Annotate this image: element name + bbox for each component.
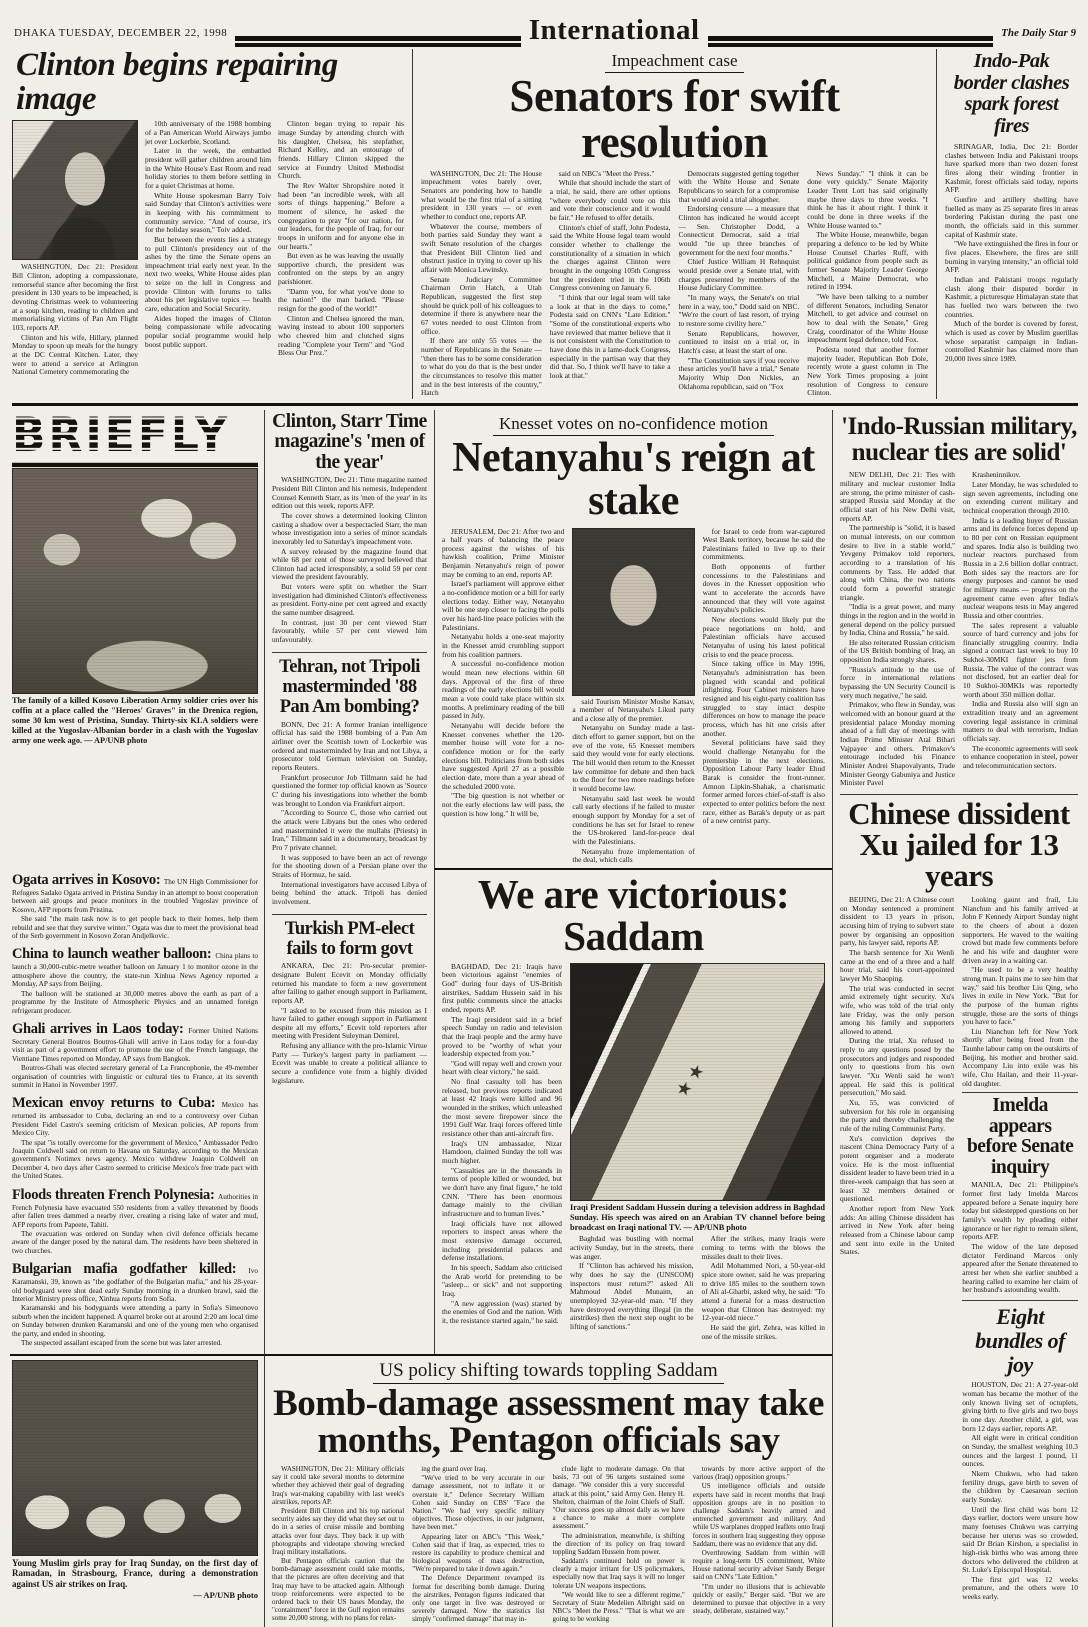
article-body bbox=[421, 170, 928, 399]
paragraph: The White House, meanwhile, began preparing a defence to be led by White House Counsel Charles Ruff, with political guidance from people such as former Senate Majority Leader George Mitchell, a Maine Democrat, who retired in 1994. bbox=[807, 230, 928, 292]
clinton-photo bbox=[12, 120, 138, 260]
paragraph: Indian and Pakistani troops regularly clash along their disputed border in Kashmir, a picturesque Himalayan state that has fuelled two wars between the two countries. bbox=[945, 274, 1078, 319]
paragraph: NEW DELHI, Dec 21: Ties with military and nuclear customer India are strong, the prime minister of cash-strapped Russia said Monday at the official start of his New Delhi visit, reports AP. bbox=[840, 470, 955, 523]
kicker bbox=[421, 51, 928, 73]
paragraph: Adil Mohammed Nori, a 50-year-old spice store owner, said he was preparing to drive 185 miles to the southern town of Ali al-Gharbi, asked why, he said: "To attend a funeral for a mass destruction weapon that Clinton has destroyed: my 12-year-old niece." bbox=[701, 1261, 825, 1323]
paragraph: All eight were in critical condition on Sunday, the smallest weighing 10.3 ounces and the largest 1 pound, 11 ounces. bbox=[962, 1433, 1078, 1469]
paragraph: WASHINGTON, Dec 21: Military officials say it could take several months to determine whether they achieved their goal of degrading Iraq's war-making capability with last week's airstrikes, reports AP. bbox=[272, 1465, 405, 1506]
text-column bbox=[550, 170, 671, 399]
article-body bbox=[442, 528, 825, 866]
article-netanyahu-reign bbox=[434, 410, 832, 868]
dateline: DHAKA TUESDAY, DECEMBER 22, 1998 bbox=[14, 27, 228, 39]
brief-title: Floods threaten French Polynesia: bbox=[12, 1186, 219, 1203]
headline: Chinese dissident Xu jailed for 13 years bbox=[848, 795, 1070, 893]
paragraph: Clinton's chief of staff, John Podesta, said the White House legal team would consider whether to challenge the constitutionality of a situation in which the charges against Clinton were brought in the outgoing 105th Congress but the president tried in the 106th Congress convening on January 6. bbox=[549, 222, 671, 293]
paragraph: "Damn you, for what you've done to the nation!" the man barked. "Please resign for the good of the world!" bbox=[278, 286, 404, 314]
headline: Netanyahu's reign at stake bbox=[452, 434, 815, 524]
brief-lead: China to launch weather balloon: China plans to launch a 30,000-cubic-metre weather balloon on January 1 to monitor ozone in the atmosphere above the country, the state-run Xinhua News Agency reported a Monday, AP says from Beijing. bbox=[12, 946, 258, 989]
paragraph: In his speech, Saddam also criticised the Arab world for pretending to be "asleep... or sick" and not supporting Iraq. bbox=[442, 1262, 562, 1298]
paragraph: Endorsing censure — a measure that Clinton has indicated he would accept — Sen. Christopher Dodd, a Connecticut Democrat, said a trial would "tie up three branches of government for the next four months." bbox=[678, 204, 800, 257]
paragraph: Clinton began trying to repair his image Sunday by attending church with his daughter, Chelsea, his stepfather, Richard Kelley, and an entourage of friends. Hillary Clinton skipped the service at Foundry United Methodist Church. bbox=[278, 119, 404, 181]
photo-caption bbox=[12, 696, 258, 746]
text-column bbox=[679, 170, 800, 399]
paragraph: The trial was conducted in secret amid extremely tight security. Xu's wife, who was told of the trial only late Friday, was the only person among his family and supporters allowed to attend. bbox=[840, 983, 955, 1036]
paper-page-number: The Daily Star 9 bbox=[1001, 27, 1076, 39]
paragraph: "We have been talking to a number of different Senators, including Senator Mitchell, to get advice and counsel on how to deal with the Senate," Greg Craig, coordinator of the White House impeachment legal defence, told Fox. bbox=[807, 291, 928, 345]
paragraph: The spat "is totally overcome for the government of Mexico," Ambassador Pedro Joaquin Coldwell said on return to Havana on Saturday, according to the Mexican government's Notimex news agency. Mexico withdrew Joaquin Coldwell on December 4, two days after Castro seemed to criticise Mexico's free trade pact with the United States. bbox=[12, 1138, 258, 1181]
paragraph: The evacuation was ordered on Sunday when civil defence officials became aware of the danger posed by the natural dam. The residents have been sheltered in two churches. bbox=[12, 1229, 258, 1255]
brief-title: Ghali arrives in Laos today: bbox=[12, 1020, 189, 1037]
paragraph: White House spokesman Barry Toiv said Sunday that Clinton's activities were in keeping with his commitment to community service. "And of course, it's for the holiday season," Toiv added. bbox=[145, 190, 271, 235]
headline: Imelda appears before Senate inquiry bbox=[966, 1095, 1074, 1178]
photo-column bbox=[570, 963, 825, 1342]
paragraph: "God will repay well and crown your heart with clear victory," he said. bbox=[442, 1058, 562, 1077]
photo-caption bbox=[570, 1203, 825, 1233]
paragraph: She said "the main task now is to get people back to their homes, help them rebuild and see that they survive winter." Ogata was due to meet the provisional head of the Serb government in Kosovo Zoran Andjelkovic. bbox=[12, 915, 258, 941]
headline: Clinton begins repairing image bbox=[16, 47, 338, 117]
brief-item bbox=[12, 872, 258, 940]
paragraph: Chief Justice William H Rehnquist would preside over a Senate trial, with charges presented by members of the House Judiciary Committee. bbox=[678, 257, 800, 293]
text-column bbox=[962, 896, 1078, 1603]
paragraph: The first girl was 12 weeks premature, and the others were 10 weeks early. bbox=[962, 1574, 1078, 1602]
paragraph: Clinton and his wife, Hillary, planned Monday to spoon up meals for the hungry at the DC Central Kitchen. Later, they were to attend a service at Arlington National Cemetery commemorating the bbox=[12, 332, 138, 377]
news-briefs bbox=[10, 868, 264, 1354]
paragraph: It was supposed to have been an act of revenge for the shooting down of a Persian plane over the Straits of Hormuz, he said. bbox=[272, 852, 427, 879]
brief-lead: Floods threaten French Polynesia: Authorities in French Polynesia have evacuated 550 residents from a valley threatened by floods after fallen trees dammed a nearby river, creating a rising lake of water and mud, AFP reports from Papeete, Tahiti. bbox=[12, 1186, 258, 1229]
article-imelda-inquiry bbox=[962, 1092, 1078, 1294]
article-body bbox=[272, 476, 427, 644]
article-bomb-damage-assessment bbox=[264, 1354, 832, 1627]
article-panam-bombing bbox=[272, 652, 427, 914]
kicker bbox=[442, 414, 825, 436]
brief-lead: Bulgarian mafia godfather killed: Ivo Karamanski, 39, known as "the godfather of the Bulgarian mafia," and his 28-year-old bodyguard were shot dead early Sunday morning in a drunken brawl, said the Interior Ministry press office, Xinhua reports from Sofia. bbox=[12, 1261, 258, 1304]
paragraph: No final casualty toll has been released, but previous reports indicated at least 42 Iraqis were killed and 96 wounded in the strikes, which unleashed the most severe firepower since the 1991 Gulf War. Iraqi forces offered little resistance other than anti-aircraft fire. bbox=[442, 1077, 562, 1139]
paragraph: JERUSALEM, Dec 21: After two and a half years of balancing the peace process against the wishes of his hawkish coalition, Prime Minister Benjamin Netanyahu's reign of power may be coming to an end, reports AP. bbox=[442, 526, 565, 579]
paragraph: India and Russia also will sign an extradition treaty and an agreement covering legal assistance in criminal matters to deal with terrorism, Indian officials say. bbox=[963, 699, 1078, 744]
article-body bbox=[12, 120, 404, 378]
text-column bbox=[272, 1465, 404, 1625]
paragraph: Appearing later on ABC's "This Week," Cohen said that if Iraq, as expected, tries to restore its capability to produce chemical and biological weapons of mass destruction, "We're prepared to take it down again." bbox=[412, 1532, 545, 1574]
paragraph: SRINAGAR, India, Dec 21: Border clashes between India and Pakistani troops have sparked more than two dozen forest fires along their winding frontier in Kashmir, forest officials said today, reports AFP. bbox=[945, 142, 1078, 195]
text-column bbox=[145, 120, 271, 378]
paragraph: Several politicians have said they would challenge Netanyahu for the premiership in the next elections. Opposition Labour Party leader Ehud Barak is consider the front-runner. Amnon Lipkin-Shahak, a charismatic former armed forces chief-of-staff is also expected to enter politics before the next race, either as Barak's deputy or as part of a new centrist party. bbox=[702, 738, 825, 826]
paragraph: Another report from New York adds: An ailing Chinese dissident has arrived in New York after being released from a Chinese labour camp and sent into exile in the United States. bbox=[840, 1203, 955, 1257]
paragraph: Clinton and Chelsea ignored the man, waving instead to about 100 supporters who cheered him and clutched signs reading "Complete your Term" and "God Bless Our Prez." bbox=[278, 313, 404, 358]
photo-caption: Young Muslim girls pray for Iraq Sunday, on the first day of Ramadan, in Strasbourg, France, during a demonstration against US air strikes on Iraq. bbox=[12, 1557, 258, 1590]
paragraph: He also reiterated Russian criticism of the US British bombing of Iraq, an opposition India strongly shares. bbox=[840, 637, 955, 665]
paragraph: The partnership is "solid, it is based on mutual interests, on our common desire to live in a stable world," Yevgeny Primakov told reporters, according to a translation of his comments by Tass. He added that along with China, the two nations could form a powerful strategic triangle. bbox=[840, 523, 955, 602]
text-column bbox=[572, 528, 694, 866]
masthead-rule-right bbox=[708, 36, 994, 47]
paragraph: But voters were split on whether the Starr investigation had diminished Clinton's effectiveness as president. Forty-nine per cent agreed and exactly the same number disagreed. bbox=[272, 582, 427, 618]
paragraph: said Tourism Minister Moshe Katsav, a member of Netanyahu's Likud party and a close ally of the premier. bbox=[572, 696, 695, 723]
paragraph: During the trial, Xu refused to reply to any questions posed by the prosecutors and judges and responded only to questions from his own lawyer. "Xu Wenli said he won't appeal. He said this is political persecution," Mo said. bbox=[840, 1036, 955, 1098]
section-title: International bbox=[528, 14, 700, 46]
text-column bbox=[12, 120, 138, 378]
kicker-text: US policy shifting towards toppling Saddam bbox=[373, 1360, 723, 1384]
paragraph: Israel's parliament will approve either a no-confidence motion or a bill for early elections today. Either way, Netanyahu will be one step closer to facing the polls over his hard-line peace policies with the Palestinians. bbox=[442, 579, 565, 632]
article-clinton-begins-repairing-image bbox=[10, 49, 412, 399]
paragraph: WASHINGTON, Dec 21: President Bill Clinton, adopting a compassionate, remorseful stance after becoming the first president in 130 years to be impeached, is devoting Christmas week to volunteering at a soup kitchen, reading to children and memorialising victims of Pan Am Flight 103, reports AP. bbox=[12, 262, 138, 332]
brief-title: Mexican envoy returns to Cuba: bbox=[12, 1095, 222, 1112]
briefly-section bbox=[10, 407, 264, 868]
column-text bbox=[962, 896, 1078, 1088]
paragraph: Xu's conviction deprives the nascent China Democracy Party of a potent organiser and a moderate voice. He is the most influential dissident leader to have been tried in a three-week campaign that has seen at least 32 members detained or questioned. bbox=[840, 1133, 955, 1204]
paragraph: Senate Republicans, however, continued to insist on a trial or, in Hatch's case, at least the start of one. bbox=[678, 328, 800, 355]
brief-title: Ogata arrives in Kosovo: bbox=[12, 871, 164, 888]
paragraph: Refusing any alliance with the pro-Islamic Virtue Party — Turkey's largest party in parliament — Ecevit was unable to create a political alliance to secure a confidence vote from a highly divided legislature. bbox=[272, 1041, 427, 1085]
brief-lead: Ogata arrives in Kosovo: The UN High Commissioner for Refugees Sadako Ogata arrived in Pristina Sunday in an attempt to boost cooperation between aid groups and peace monitors in the troubled Yugoslav province of Kosovo, AFP reports from Pristina. bbox=[12, 871, 258, 914]
paragraph: News Sunday." "I think it can be done very quickly." Senate Majority Leader Trent Lott has said originally maybe three days to three weeks. "I think he has it about right. I think it could be done in three weeks if the White House wanted to." bbox=[807, 168, 928, 230]
paragraph: "India is a great power, and many things in the region and in the world in general depend on the policy pursued by India, China and Russia," he said. bbox=[840, 602, 955, 638]
brief-title: Bulgarian mafia godfather killed: bbox=[12, 1261, 249, 1278]
paragraph: If "Clinton has achieved his mission, why does he say the (UNSCOM) inspectors must return?" asked Ali Mahmoud Abdel Munaim, an unemployed 32-year-old man. "If they have destroyed everything illegal (in the airstrikes) then the next step ought to be lifting of sanctions." bbox=[570, 1261, 694, 1332]
netanyahu-photo bbox=[572, 528, 694, 696]
paragraph: President Bill Clinton and his top national security aides say they did what they set out to do in a series of cruise missile and bombing attacks over four days. They back it up with photographs and videotape showing wrecked Iraqi military installations. bbox=[272, 1506, 405, 1556]
paragraph: The harsh sentence for Xu Wenli came at the end of a three and a half hour trial, said his court-appointed lawyer Mo Shaoping. bbox=[840, 947, 955, 983]
paragraph: Iraq's UN ambassador, Nizar Hamdoon, claimed Sunday the toll was much higher. bbox=[442, 1138, 562, 1166]
headline: Senators for swift resolution bbox=[509, 71, 840, 167]
paragraph: The administration, meanwhile, is shifting the direction of its policy on Iraq toward toppling Saddam Hussein from power. bbox=[552, 1531, 685, 1556]
brief-item bbox=[12, 1261, 258, 1347]
article-body bbox=[840, 896, 1078, 1603]
ramadan-prayer-photo bbox=[12, 1360, 258, 1556]
paragraph: Netanyahu will decide before the Knesset convenes whether the 120-member house will vote for a no-confidence motion or for the early elections bill. Politicians from both sides have suggested April 27 as a possible election date, more than a year ahead of the scheduled 2000 vote. bbox=[442, 720, 565, 791]
paragraph: Karamanski and his bodyguards were attending a party in Sofia's Simeonovo suburb when the incident happened. A quarrel broke out at around 2:20 am local time on Sunday between drunken Karamanski and one of the young men who organised the party, and ended in shooting. bbox=[12, 1304, 258, 1338]
paragraph: The balloon will be stationed at 30,000 metres above the earth as part of a programme by the Institute of Atmospheric Physics and an unnamed foreign refrigerant producer. bbox=[12, 989, 258, 1015]
kosovo-funeral-photo bbox=[12, 468, 258, 694]
headline: Eight bundles of joy bbox=[975, 1303, 1065, 1378]
paragraph: Netanyahu said last week he would call early elections if he failed to muster enough support by Monday for a set of conditions he has set for Israel to renew the US-brokered land-for-peace deal with the Palestinians. bbox=[572, 793, 695, 846]
text-column bbox=[840, 471, 955, 789]
text-column bbox=[963, 471, 1078, 789]
saddam-tv-photo bbox=[570, 963, 825, 1201]
brief-item bbox=[12, 1187, 258, 1255]
photo-credit: — AP/UNB photo bbox=[193, 1589, 258, 1600]
paragraph: Later Monday, he was scheduled to sign seven agreements, including one on extending current military and technical cooperation through 2010. bbox=[963, 480, 1078, 515]
text-column bbox=[840, 896, 954, 1603]
kicker-text: Knesset votes on no-confidence motion bbox=[493, 414, 774, 436]
paragraph: "I asked to be excused from this mission as I have failed to gather enough support in Parliament despite all my efforts," Ecevit told reporters after meeting with President Suleyman Demirel. bbox=[272, 1005, 427, 1041]
article-body bbox=[962, 1181, 1078, 1295]
paragraph: Netanyahu on Sunday made a last-ditch effort to garner support, but on the eve of the vote, 65 Knesset members said they would vote for early elections. The bill would then return to the Knesset law committee for debate and then back to the floor for two more readings before it would become law. bbox=[572, 723, 695, 794]
article-body bbox=[272, 962, 427, 1085]
paragraph: Primakov, who flew in Sunday, was welcomed with an honour guard at the presidential palace Monday morning ahead of a full day of meetings with Indian Prime Minister Atal Bihari Vajpayee and others. Primakov's entourage included his Finance Minister Andrei Shapovalyants, Trade Minister Georgy Gabuniya and Justice Minister Pavel bbox=[840, 700, 955, 788]
paragraph: He said the girl, Zehra, was killed in one of the missile strikes. bbox=[701, 1323, 825, 1341]
paragraph: Until the first child was born 12 days earlier, doctors were unsure how many foetuses Chukwu was carrying because her uterus was so crowded, said Dr Brian Kirshon, a specialist in high-risk births who was among three doctors who delivered the children at St. Luke's Episcopal Hospital. bbox=[962, 1504, 1078, 1575]
paragraph: Baghdad was bustling with normal activity Sunday, but in the streets, there was anger. bbox=[570, 1234, 694, 1261]
paragraph: Liu Nianchun left for New York shortly after being freed from the Taunhe labour camp on the outskirts of Beijing, his mother and brother said. Accompany Liu into exile was his wife, Chu Hailan, and their 11-year-old daughter. bbox=[962, 1026, 1078, 1088]
headline: Clinton, Starr Time magazine's 'men of the year' bbox=[272, 410, 427, 473]
paragraph: But even as he was leaving the usually supportive church, the president was confronted on the steps by an angry parishioner. bbox=[278, 251, 404, 287]
paragraph: Democrats suggested getting together with the White House and Senate Republicans to search for a compromise that would avoid a trial altogether. bbox=[678, 168, 800, 204]
column-text bbox=[12, 263, 138, 377]
paragraph: for Israel to cede from war-captured West Bank territory, because he said the Palestinians failed to live up to their commitments. bbox=[702, 526, 825, 562]
column-text bbox=[572, 698, 694, 865]
headline: Turkish PM-elect fails to form govt bbox=[284, 918, 415, 959]
paragraph: Frankfurt prosecutor Job Tillmann said he had questioned the former top official known as 'Source C' during his investigations into whether the bomb was brought to London via Frankfurt airport. bbox=[272, 772, 427, 808]
paragraph: clude light to moderate damage. On that basis, 73 out of 96 targets sustained some damage. "We consider this a very successful attack at this point," said Army Gen. Henry H. Shelton, chairman of the Joint Chiefs of Staff. "Our success goes up almost daily as we have a chance to make a more complete assessment." bbox=[552, 1465, 685, 1531]
paragraph: The Defence Department revamped its format for describing bomb damage. During the airstrikes, Pentagon figures indicated that only one target in five was destroyed or severely damaged. Now the statistics list simply "confirmed damage" that may in- bbox=[412, 1574, 545, 1624]
article-body bbox=[272, 1465, 825, 1625]
paragraph: Xu, 55, was convicted of subversion for his role in organising the party and thereby challenging the rule of the ruling Communist Party. bbox=[840, 1098, 955, 1134]
paragraph: But Pentagon officials caution that the bomb-damage assessment could take months, that the pictures are often deceiving and that Iraq may have to be attacked again. Although troop reinforcements were expected to be ordered back to their US bases Monday, the "containment" force in the Gulf region remains some 20,000 strong, with no plans for relax- bbox=[272, 1557, 405, 1623]
text-column bbox=[278, 120, 404, 378]
article-indo-russian-ties bbox=[840, 414, 1078, 789]
article-saddam-victorious bbox=[434, 868, 832, 1354]
paragraph: "According to Source C, those who carried out the attack were Libyans but the ones who ordered and masterminded it were the mullahs (Priests) in Iran," Tillmann said in a documentary, broadcast by Pro 7 private channel. bbox=[272, 808, 427, 852]
text-column bbox=[703, 528, 825, 866]
paragraph: Gunfire and artillery shelling have fuelled as many as 25 separate fires in areas bordering Pakistan during the past one month, the officials said in this summer capital of Kashmir state. bbox=[945, 195, 1078, 239]
paragraph: Iraqi officials have not allowed reporters to inspect areas where the most extensive damage occurred, including presidential palaces and defense installations. bbox=[442, 1218, 562, 1263]
text-column bbox=[412, 1465, 544, 1625]
paragraph: Nkem Chukwu, who had taken fertility drugs, gave birth to seven of the children by Caesarean section early Sunday. bbox=[962, 1468, 1078, 1504]
paragraph: Aides hoped the images of Clinton being compassionate while advocating popular social programme would help boost public support. bbox=[145, 313, 271, 349]
paragraph: The widow of the late deposed dictator Ferdinand Marcos only appeared after the Senate threatened to arrest her when she earlier snubbed a hearing called to examine her claim of her husband's astounding wealth. bbox=[962, 1241, 1078, 1295]
paragraph: WASHINGTON, Dec 21: The House impeachment votes barely over, Senators are pondering how to handle what would be the first trial of a sitting president in 130 years — or even whether to conduct one, reports AP. bbox=[421, 168, 542, 222]
paragraph: "In many ways, the Senate's on trial here in a way, too," Dodd said on NBC. "We're the court of last resort, of trying to restore some civility here." bbox=[678, 292, 800, 328]
headline: 'Indo-Russian military, nuclear ties are solid' bbox=[841, 412, 1077, 467]
paragraph: Later in the week, the embattled president will gather children around him in the White House's East Room and read holiday stories to them before settling in for a quiet Christmas at home. bbox=[145, 146, 271, 190]
text-column bbox=[421, 170, 542, 399]
paragraph: A successful no-confidence motion would mean new elections within 60 days. Approval of the first of three readings of the early elections bill would mean a vote could take place within six months. A preliminary reading of the bill passed in July. bbox=[442, 659, 565, 721]
brief-lead: Mexican envoy returns to Cuba: Mexico has returned its ambassador to Cuba, declaring an end to a controversy over Cuban President Fidel Castro's seeming criticism of Mexican policies, AP reports from Mexico City. bbox=[12, 1095, 258, 1138]
text-column bbox=[693, 1465, 825, 1625]
paragraph: MANILA, Dec 21: Philippine's former first lady Imelda Marcos appeared before a Senate inquiry here today but sidestepped questions on her family's wealth by pleading either ignorance or her right to remain silent, reports AFP. bbox=[962, 1180, 1078, 1242]
article-turkish-pm bbox=[272, 914, 427, 1093]
paragraph: India is a leading buyer of Russian arms and its defence forces depend up to 80 per cent on Russian equipment and spares. India also is building two nuclear reactors purchased from Russia in a 2.6 billion dollar contract. Both sides say the reactors are for energy purposes and cannot be used for military means — progress on the agreement came even after India's nuclear weapons tests in May angered Russia and other countries. bbox=[963, 515, 1078, 620]
text-column bbox=[807, 170, 928, 399]
paragraph: The Iraqi president said in a brief speech Sunday on radio and television that the Iraqi people and the army have proved to be "worthy of what your leadership expected from you." bbox=[442, 1014, 562, 1059]
article-indo-pak-forest-fires bbox=[937, 49, 1080, 399]
paragraph: Krasheninnikov. bbox=[972, 470, 1021, 480]
paragraph: Netanyahu froze implementation of the deal, which calls bbox=[572, 846, 695, 865]
paragraph: Looking gaunt and frail, Liu Nianchun and his family arrived at John F Kennedy Airport Sunday night to the cheers of about a dozen supporters. He waved to the waiting crowd but made few comments before he and his wife and daughter were driven away in a waiting car. bbox=[962, 894, 1078, 965]
text-column bbox=[442, 963, 562, 1342]
headline: Bomb-damage assessment may take months, Pentagon officials say bbox=[273, 1382, 824, 1462]
paragraph: The sales represent a valuable source of hard currency and jobs for financially struggling country. India signed a contract last week to buy 10 Sukhoi-30MKI fighter jets from Russia. The value of the contract was not disclosed, but an earlier deal for 10 Sukhoi-30MKIs was reportedly worth about 350 million dollar. bbox=[963, 620, 1078, 699]
briefly-logo: BRIEFLY bbox=[12, 412, 258, 467]
paragraph: WASHINGTON, Dec 21: Time magazine named President Bill Clinton and his nemesis, Independent Counsel Kenneth Starr, as its 'men of the year' in its edition out this week, reports AFP. bbox=[272, 475, 427, 511]
article-body bbox=[962, 1381, 1078, 1601]
paragraph: Both opponents of further concessions to the Palestinians and doves in the Knesset opposition who want to accelerate the accords have announced that they will vote against Netanyahu's policies. bbox=[702, 562, 825, 615]
paragraph: US intelligence officials and outside experts have said in recent months that Iraqi opposition groups are in no position to challenge Saddam's heavily armed and entrenched government and military. And while US warplanes dropped leaflets onto Iraqi forces in southern Iraq suggesting they oppose Saddam, there was no evidence that any did. bbox=[692, 1482, 825, 1548]
paragraph: "We've tried to be very accurate in our damage assessment, not to inflate it or overstate it," Defence Secretary William Cohen said Sunday on CBS' "Face the Nation." "We had very specific military objectives. Those objectives, in our judgment, have been met." bbox=[412, 1474, 545, 1532]
paragraph: said on NBC's "Meet the Press." bbox=[558, 168, 655, 178]
paragraph: "Russia's attitude to the use of force in international relations bypassing the UN Security Council is very much negative," he said. bbox=[840, 664, 955, 700]
paragraph: International investigators have accused Libya of being behind the attack. Tripoli has denied involvement. bbox=[272, 879, 427, 906]
paragraph: HOUSTON, Dec 21: A 27-year-old woman has became the mother of the only known living set of octuplets, giving birth to five girls and two boys in one day. Another child, a girl, was born 12 days earlier, reports AP. bbox=[962, 1380, 1078, 1433]
column-text bbox=[570, 1235, 825, 1341]
brief-item bbox=[12, 1021, 258, 1089]
paragraph: Netanyahu holds a one-seat majority in the Knesset amid crumbling support from his coalition partners. bbox=[442, 632, 565, 659]
paragraph: In contrast, just 30 per cent viewed Starr favourably, while 57 per cent viewed him unfavourably. bbox=[272, 617, 427, 645]
paragraph: Overthrowing Saddam from within will require a long-term US commitment, White House national security adviser Sandy Berger said on CNN's "Late Edition." bbox=[692, 1548, 825, 1582]
paragraph: BAGHDAD, Dec 21: Iraqis have been victorious against "enemies of God" during four days of US-British airstrikes, Saddam Hussein said in his first public comments since the attacks ended, reports AP. bbox=[442, 961, 562, 1014]
paragraph: Boutros-Ghali was elected secretary general of La Francophonie, the 49-member organisation of countries with linguistic or cultural ties to France, at its seventh summit in Hanoi in November 1997. bbox=[12, 1064, 258, 1089]
headline: We are victorious: Saddam bbox=[477, 870, 790, 959]
text-column bbox=[442, 528, 564, 866]
paragraph: Podesta noted that another former majority leader, Republican Bob Dole, recently wrote a guest column in The New York Times proposing a joint resolution of Congress to censure Clinton. bbox=[807, 344, 928, 398]
top-strip bbox=[10, 49, 1080, 399]
mid-rail bbox=[264, 410, 434, 1354]
paragraph: "We have extinguished the fires in four or five places. Elsewhere, the fires are still burning in varying intensity," an official told AFP. bbox=[945, 239, 1078, 275]
horizontal-rule bbox=[12, 403, 1078, 406]
paragraph: BONN, Dec 21: A former Iranian intelligence official has said the 1988 bombing of a Pan Am airliner over the Scottish town of Lockerbie was ordered and masterminded by Iran and not Libya, a prosecutor told German television on Sunday, reports Reuters. bbox=[272, 719, 427, 773]
brief-title: China to launch weather balloon: bbox=[12, 946, 216, 963]
brief-item bbox=[12, 946, 258, 1014]
paragraph: The economic agreements will seek to enhance cooperation in steel, power and telecommunication sectors. bbox=[963, 743, 1078, 770]
paragraph: After the strikes, many Iraqis were coming to terms with the blows the missiles dealt to their lives. bbox=[701, 1234, 825, 1261]
text-column bbox=[553, 1465, 685, 1625]
paragraph: "A new aggression (was) started by the enemies of God and the nation. With it, the resistance started again," he said. bbox=[442, 1298, 562, 1325]
caption-text: The family of a killed Kosovo Liberation Army soldier cries over his coffin at a place called the "Heroes' Graves" in the Drenica region, some 30 km west of Pristina, Sunday. Thirty-six KLA soldiers were killed at the Yugoslav-Albanian border in a clash with the Yugoslav army one week ago. bbox=[12, 695, 258, 745]
article-body bbox=[945, 143, 1078, 363]
paragraph: "I'm under no illusions that is achievable quickly or easily," Berger said. "But we are determined to pursue that objective in a very steady, deliberate, sustained way." bbox=[692, 1582, 825, 1616]
paragraph: "The Constitution says if you receive these articles you'll have a trial," Senate Majority Whip Don Nickles, an Oklahoma republican, said on "Fox bbox=[678, 355, 800, 391]
paragraph: Much of the border is covered by forest, which is used as cover by Muslim guerillas whose separatist campaign in Indian-controlled Kashmir has claimed more than 20,000 lives since 1989. bbox=[945, 319, 1078, 363]
paragraph: But between the events lies a strategy to pull Clinton's presidency out of the ashes by the time the Senate opens an impeachment trial early next year. In the next two weeks, White House aides plan to seize on the lull in Congress and provide Clinton with forums to talks about his pet legislative topics — health care, education and Social Security. bbox=[145, 234, 271, 314]
brief-item bbox=[12, 1095, 258, 1180]
paragraph: Senate Judiciary Committee Chairman Orrin Hatch, a Utah Republican, suggested the first step should be quick poll of his colleagues to determine if there is anywhere near the 67 votes needed to oust Clinton from office. bbox=[421, 274, 542, 336]
headline: Indo-Pak border clashes spark forest fires bbox=[953, 50, 1070, 137]
article-senators-swift-resolution bbox=[412, 49, 937, 399]
paragraph: Saddam's continued hold on power is clearly a major irritant for US policymakers, especially now that Iraq says it will no longer tolerate UN weapons inspections. bbox=[552, 1557, 685, 1590]
headline: Tehran, not Tripoli masterminded '88 Pan Am bombing? bbox=[279, 656, 420, 718]
ramadan-photo-block bbox=[10, 1354, 264, 1627]
main-grid bbox=[10, 407, 1080, 1627]
kicker bbox=[272, 1360, 825, 1384]
kicker-text: Impeachment case bbox=[605, 51, 743, 73]
paragraph: If there are only 55 votes — the number of Republicans in the Senate — "then there has to be some consideration to what do you do that is the best under the circumstances to resolve this matter and in the best interests of the country," Hatch bbox=[421, 336, 542, 398]
article-octuplets bbox=[962, 1300, 1078, 1602]
article-xu-jailed bbox=[840, 794, 1078, 1603]
article-body bbox=[442, 963, 825, 1342]
paragraph: 10th anniversary of the 1988 bombing of a Pan American World Airways jumbo jet over Lockerbie, Scotland. bbox=[145, 119, 271, 146]
paragraph: The Rev Walter Shropshire noted it had been "an incredible week, with all sorts of things happening." Before a moment of silence, he asked the congregation to pray "for our nation, for our leaders, for the people of Iraq, for our troops in uniform and for anyone else in our hearts." bbox=[278, 180, 404, 251]
photo-credit: — AP/UNB photo bbox=[683, 1222, 747, 1232]
article-body bbox=[272, 721, 427, 907]
paragraph: "I think that our legal team will take a look at that in the days to come," Podesta said on CNN's "Late Edition." "Some of the constitutional experts who have reviewed that matter believe that it is not consistent with the Constitution to have done this in a lame-duck Congress, especially in the partisan way that they did that. So, I think we'll have to take a look at that." bbox=[549, 292, 671, 380]
masthead bbox=[14, 14, 1076, 47]
photo-credit: — AP/UNB photo bbox=[84, 735, 148, 745]
paragraph: BEIJING, Dec 21: A Chinese court on Monday sentenced a prominent dissident to 13 years in prison, accusing him of trying to subvert state power by organising an opposition party, his lawyer said, reports AP. bbox=[840, 894, 955, 948]
paragraph: ing the guard over Iraq. bbox=[421, 1465, 488, 1474]
paragraph: "The big question is not whether or not the early elections law will pass, the question is how long." It will be, bbox=[442, 791, 565, 818]
caption-text: Iraqi President Saddam Hussein during a television address in Baghdad Sunday. His speech was aired on an Arabian TV channel before being broadcast on Iraqi national TV. bbox=[570, 1202, 825, 1232]
paragraph: Since taking office in May 1996, Netanyahu's administration has been plagued with scandal and political infighting. Four Cabinet ministers have resigned and his eight-party coalition has struggled to stay intact despite differences on how to manage the peace process, which has hit one crisis after another. bbox=[702, 659, 825, 738]
paragraph: New elections would likely put the peace negotiations on hold, and Palestinian officials have accused Netanyahu of using his latest political crisis to end the peace process. bbox=[702, 615, 825, 659]
brief-lead: Ghali arrives in Laos today: Former United Nations Secretary General Boutros Boutros-Ghali will arrive in Laos today for a four-day visit as part of a government effort to promote the use of the French language, the Vientiane Times reported on Monday, AP says from Bangkok. bbox=[12, 1020, 258, 1063]
paragraph: "We would like to see a different regime," Secretary of State Medelien Albright said on NBC's "Meet the Press." "That is what we are going to be working bbox=[552, 1590, 685, 1624]
masthead-rule-left bbox=[235, 36, 521, 47]
article-body bbox=[840, 471, 1078, 789]
paragraph: "Casualties are in the thousands in terms of people killed or wounded, but we don't have any final figure," he told CNN. "There has been enormous damage mainly to the civilian infrastructure and to human lives." bbox=[442, 1165, 562, 1218]
paragraph: A survey released by the magazine found that while 68 per cent of those surveyed believed that Clinton had acted irresponsibly, a solid 59 per cent viewed the president favourably. bbox=[272, 546, 427, 582]
paragraph: ANKARA, Dec 21: Pro-secular premier-designate Bulent Ecevit on Monday officially returned his mandate to form a new government after failing to gather enough support in Parliament, reports AP. bbox=[272, 961, 427, 1005]
article-time-men-of-the-year bbox=[272, 412, 427, 652]
paragraph: While that should include the start of a trial, he said, there are other options "where everybody could vote on this and vote their conscience and it would be fair." He refused to offer details. bbox=[549, 178, 671, 223]
paragraph: towards by more active support of the various (Iraqi) opposition groups." bbox=[692, 1465, 825, 1482]
paragraph: The cover shows a determined looking Clinton casting a shadow over a bespectacled Starr, the man whose investigation into a series of minor scandals inexorably led to Saturday's impeachment vote. bbox=[272, 510, 427, 546]
paragraph: Whatever the course, members of both parties said Sunday they want a swift Senate resolution of the charges that President Bill Clinton lied and obstruct justice in trying to cover up his affair with Monica Lewinsky. bbox=[421, 221, 542, 274]
paragraph: The suspected assailant escaped from the scene but was later arrested. bbox=[21, 1339, 222, 1348]
paragraph: "He used to be a very healthy strong man. It pains me to see him that way," said his brother Liu Qing, who lives in exile in New York. "But for the purpose of the human rights struggle, these are the sorts of things you have to face." bbox=[962, 965, 1078, 1027]
right-rail bbox=[832, 410, 1080, 1627]
